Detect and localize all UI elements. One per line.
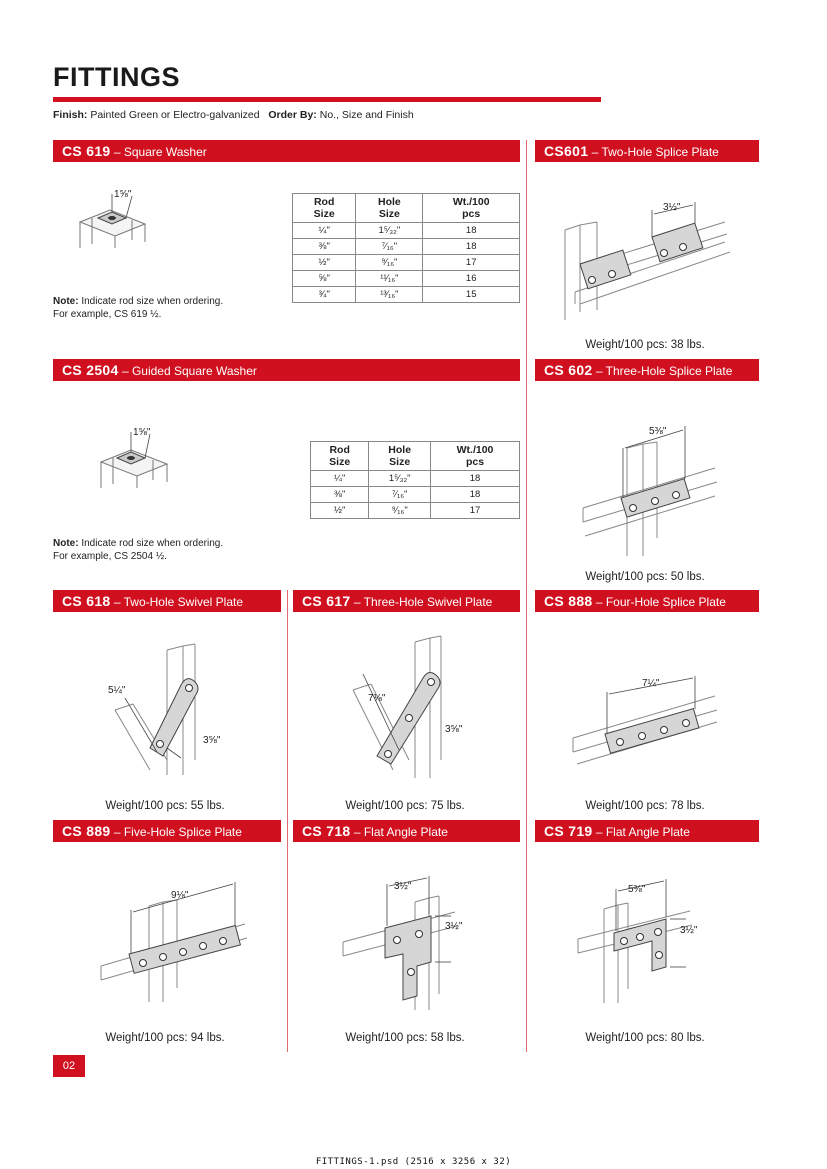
flat-angle-plate-718-illustration xyxy=(335,872,485,1012)
section-header-cs602 xyxy=(535,359,759,381)
dimension-label-height: 3½" xyxy=(445,921,463,932)
three-hole-splice-plate-illustration xyxy=(575,418,725,558)
weight-cs888: Weight/100 pcs: 78 lbs. xyxy=(585,800,705,812)
three-hole-swivel-plate-illustration xyxy=(335,630,485,780)
dimension-label-width: 3½" xyxy=(394,881,412,892)
weight-cs602: Weight/100 pcs: 50 lbs. xyxy=(585,571,705,583)
dimension-label-length: 5¼" xyxy=(108,685,126,696)
header-weight: Wt./100 pcs xyxy=(431,442,520,471)
dimension-label-width: 3⅝" xyxy=(203,735,221,746)
dimension-label: 7¼" xyxy=(642,678,660,689)
square-washer-illustration xyxy=(70,182,150,252)
section-header-cs719 xyxy=(535,820,759,842)
table-row: ⅝" ¹¹⁄₁₆" 16 xyxy=(293,271,520,287)
section-header-cs618 xyxy=(53,590,281,612)
weight-cs718: Weight/100 pcs: 58 lbs. xyxy=(345,1032,465,1044)
product-name: – Two-Hole Splice Plate xyxy=(591,145,719,159)
flat-angle-plate-719-illustration xyxy=(570,875,720,1005)
header-hole-size: Hole Size xyxy=(356,194,423,223)
table-row: ½" ⁹⁄₁₆" 17 xyxy=(311,503,520,519)
page-title: FITTINGS xyxy=(53,62,180,92)
weight-cs601: Weight/100 pcs: 38 lbs. xyxy=(585,339,705,351)
spec-table-cs2504 xyxy=(310,441,520,519)
product-name: – Three-Hole Swivel Plate xyxy=(353,595,493,609)
finish-value: Painted Green or Electro-galvanized xyxy=(90,109,260,121)
order-value: No., Size and Finish xyxy=(319,109,414,121)
order-label: Order By: xyxy=(268,109,317,121)
weight-cs719: Weight/100 pcs: 80 lbs. xyxy=(585,1032,705,1044)
product-name: – Five-Hole Splice Plate xyxy=(113,825,242,839)
dimension-label-width: 3⅝" xyxy=(445,724,463,735)
product-code: CS 618 xyxy=(62,593,111,609)
product-name: – Guided Square Washer xyxy=(121,364,257,378)
weight-cs889: Weight/100 pcs: 94 lbs. xyxy=(105,1032,225,1044)
title-rule xyxy=(53,97,601,102)
product-name: – Flat Angle Plate xyxy=(595,825,690,839)
column-divider-right xyxy=(526,140,527,1052)
dimension-label-length: 7⅛" xyxy=(368,693,386,704)
section-header-cs718 xyxy=(293,820,520,842)
product-code: CS 718 xyxy=(302,823,351,839)
product-code: CS 617 xyxy=(302,593,351,609)
section-header-cs2504 xyxy=(53,359,520,381)
page-number: 02 xyxy=(53,1055,85,1077)
two-hole-splice-plate-illustration xyxy=(555,192,735,322)
product-name: – Flat Angle Plate xyxy=(353,825,448,839)
column-divider-middle xyxy=(287,590,288,1052)
table-row: ½" ⁹⁄₁₆" 17 xyxy=(293,255,520,271)
four-hole-splice-plate-illustration xyxy=(565,668,725,778)
file-footer: FITTINGS-1.psd (2516 x 3256 x 32) xyxy=(315,1157,512,1167)
section-header-cs601 xyxy=(535,140,759,162)
header-hole-size: Hole Size xyxy=(369,442,431,471)
product-code: CS601 xyxy=(544,143,589,159)
product-code: CS 619 xyxy=(62,143,111,159)
product-code: CS 602 xyxy=(544,362,593,378)
section-header-cs889 xyxy=(53,820,281,842)
product-name: – Two-Hole Swivel Plate xyxy=(113,595,244,609)
product-name: – Three-Hole Splice Plate xyxy=(595,364,733,378)
table-row: ¼" 1⁵⁄₃₂" 18 xyxy=(293,223,520,239)
dimension-label: 3½" xyxy=(663,202,681,213)
table-row: ⅜" ⁷⁄₁₆" 18 xyxy=(293,239,520,255)
table-row: ¼" 1⁵⁄₃₂" 18 xyxy=(311,471,520,487)
header-rod-size: Rod Size xyxy=(293,194,356,223)
table-row: ¾" ¹³⁄₁₆" 15 xyxy=(293,287,520,303)
dimension-label: 1⅝" xyxy=(114,189,132,200)
spec-table-cs619 xyxy=(292,193,520,303)
note-cs2504: Note: Indicate rod size when ordering. For example, CS 2504 ½. xyxy=(53,538,224,562)
header-rod-size: Rod Size xyxy=(311,442,369,471)
two-hole-swivel-plate-illustration xyxy=(95,640,245,780)
product-code: CS 719 xyxy=(544,823,593,839)
header-weight: Wt./100 pcs xyxy=(423,194,520,223)
product-name: – Square Washer xyxy=(113,145,207,159)
product-name: – Four-Hole Splice Plate xyxy=(595,595,726,609)
dimension-label: 5⅜" xyxy=(649,426,667,437)
weight-cs617: Weight/100 pcs: 75 lbs. xyxy=(345,800,465,812)
guided-square-washer-illustration xyxy=(95,422,175,492)
product-code: CS 889 xyxy=(62,823,111,839)
dimension-label: 9⅛" xyxy=(171,890,189,901)
note-cs619: Note: Indicate rod size when ordering. For example, CS 619 ½. xyxy=(53,296,224,320)
section-header-cs619 xyxy=(53,140,520,162)
product-code: CS 2504 xyxy=(62,362,119,378)
finish-order-line xyxy=(53,109,414,121)
dimension-label-height: 3½" xyxy=(680,925,698,936)
dimension-label: 1⅝" xyxy=(133,427,151,438)
five-hole-splice-plate-illustration xyxy=(95,870,255,1005)
weight-cs618: Weight/100 pcs: 55 lbs. xyxy=(105,800,225,812)
section-header-cs888 xyxy=(535,590,759,612)
table-row: ⅜" ⁷⁄₁₆" 18 xyxy=(311,487,520,503)
finish-label: Finish: xyxy=(53,109,88,121)
section-header-cs617 xyxy=(293,590,520,612)
product-code: CS 888 xyxy=(544,593,593,609)
dimension-label-width: 5⅜" xyxy=(628,884,646,895)
